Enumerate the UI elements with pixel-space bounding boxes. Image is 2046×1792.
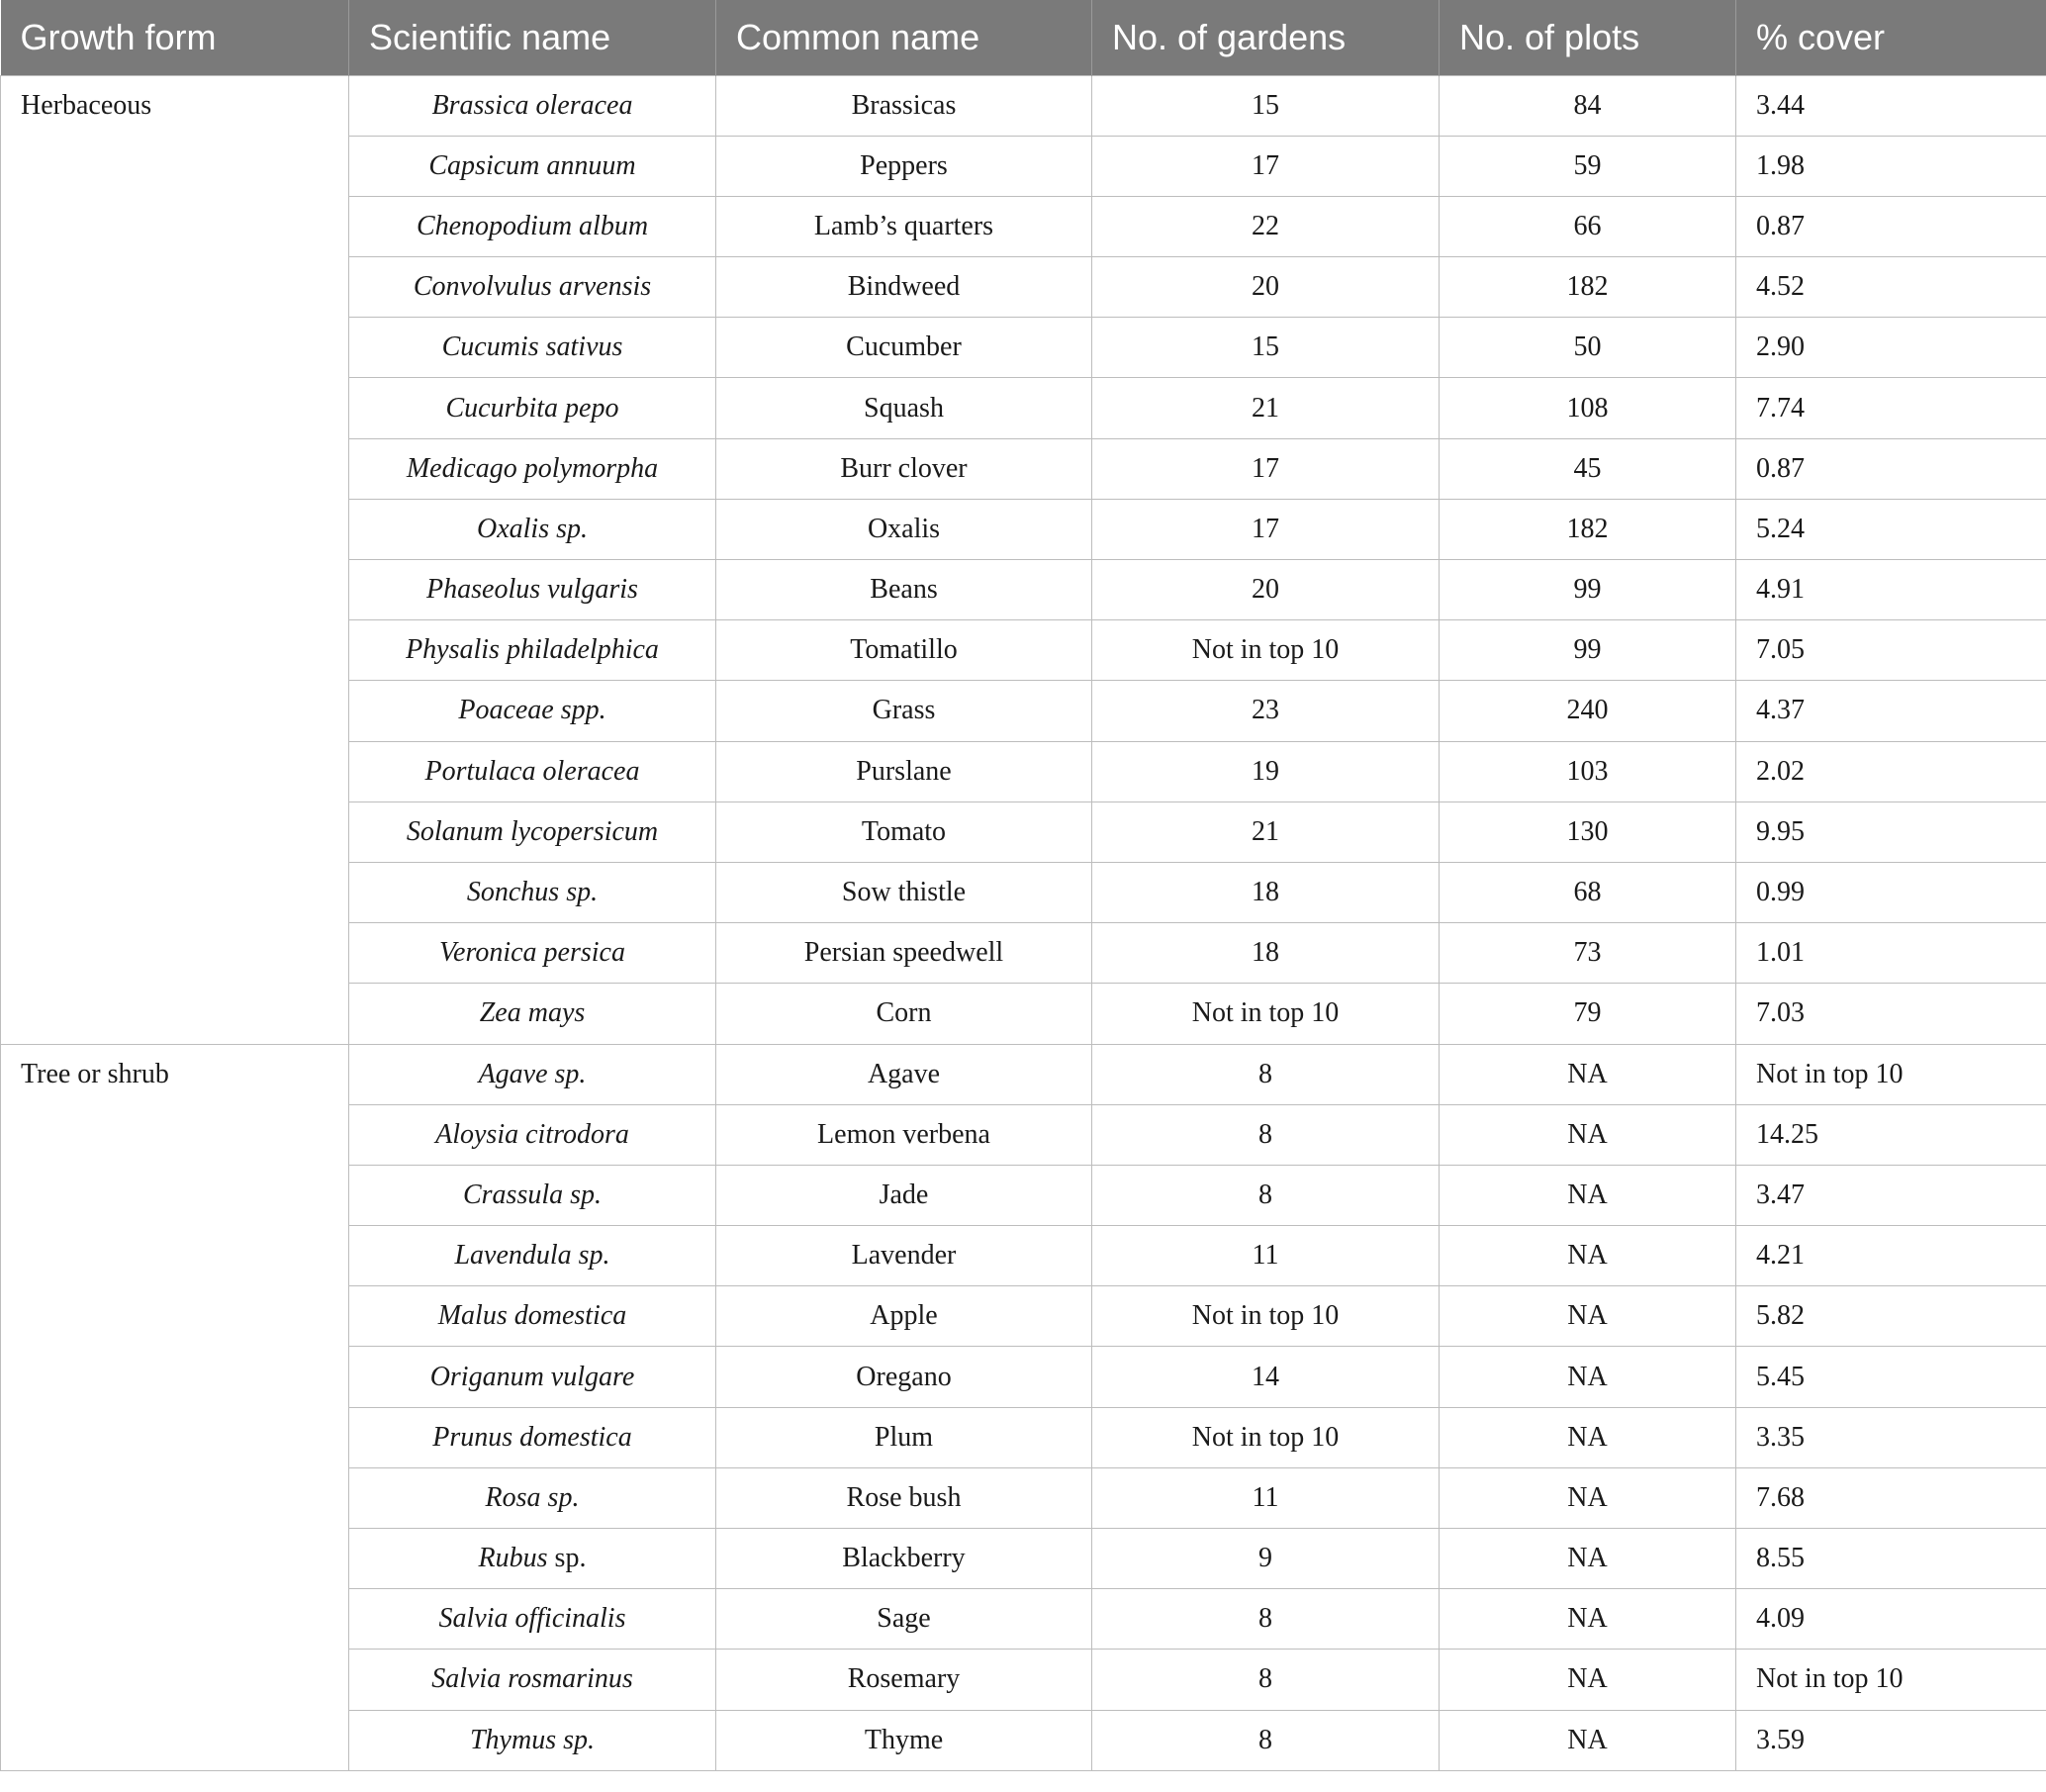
cover-cell: 0.99 — [1736, 862, 2046, 922]
cover-cell: 1.98 — [1736, 136, 2046, 196]
gardens-cell: 8 — [1092, 1104, 1440, 1165]
common-name-cell: Apple — [716, 1286, 1092, 1347]
common-name-cell: Oregano — [716, 1347, 1092, 1407]
header-no-of-plots: No. of plots — [1440, 0, 1736, 75]
cover-cell: 14.25 — [1736, 1104, 2046, 1165]
gardens-cell: 15 — [1092, 75, 1440, 136]
header-row — [1, 0, 2046, 75]
common-name-cell: Plum — [716, 1407, 1092, 1467]
plots-cell: NA — [1440, 1165, 1736, 1225]
scientific-name-cell: Medicago polymorpha — [349, 438, 716, 499]
plots-cell: 68 — [1440, 862, 1736, 922]
gardens-cell: 20 — [1092, 560, 1440, 620]
scientific-name-genus: Rubus — [478, 1543, 548, 1574]
plots-cell: 182 — [1440, 499, 1736, 559]
scientific-name-cell: Physalis philadelphica — [349, 620, 716, 681]
gardens-cell: 8 — [1092, 1710, 1440, 1770]
scientific-name-cell: Poaceae spp. — [349, 681, 716, 741]
cover-cell: 4.37 — [1736, 681, 2046, 741]
plots-cell: NA — [1440, 1589, 1736, 1650]
gardens-cell: Not in top 10 — [1092, 1407, 1440, 1467]
gardens-cell: 8 — [1092, 1650, 1440, 1710]
common-name-cell: Lamb’s quarters — [716, 196, 1092, 256]
cover-cell: 5.45 — [1736, 1347, 2046, 1407]
gardens-cell: 8 — [1092, 1044, 1440, 1104]
common-name-cell: Squash — [716, 378, 1092, 438]
gardens-cell: Not in top 10 — [1092, 620, 1440, 681]
scientific-name-cell: Rosa sp. — [349, 1467, 716, 1528]
cover-cell: 4.91 — [1736, 560, 2046, 620]
common-name-cell: Tomatillo — [716, 620, 1092, 681]
gardens-cell: 22 — [1092, 196, 1440, 256]
plots-cell: 130 — [1440, 802, 1736, 862]
gardens-cell: 17 — [1092, 136, 1440, 196]
gardens-cell: 21 — [1092, 802, 1440, 862]
gardens-cell: 18 — [1092, 923, 1440, 984]
plots-cell: NA — [1440, 1407, 1736, 1467]
common-name-cell: Bindweed — [716, 257, 1092, 318]
cover-cell: 4.21 — [1736, 1226, 2046, 1286]
gardens-cell: 17 — [1092, 438, 1440, 499]
cover-cell: 4.09 — [1736, 1589, 2046, 1650]
gardens-cell: 9 — [1092, 1529, 1440, 1589]
plots-cell: 99 — [1440, 620, 1736, 681]
plots-cell: NA — [1440, 1347, 1736, 1407]
scientific-name-cell: Salvia officinalis — [349, 1589, 716, 1650]
common-name-cell: Blackberry — [716, 1529, 1092, 1589]
cover-cell: Not in top 10 — [1736, 1650, 2046, 1710]
plots-cell: NA — [1440, 1104, 1736, 1165]
plots-cell: 182 — [1440, 257, 1736, 318]
cover-cell: Not in top 10 — [1736, 1044, 2046, 1104]
common-name-cell: Sow thistle — [716, 862, 1092, 922]
common-name-cell: Oxalis — [716, 499, 1092, 559]
plots-cell: NA — [1440, 1044, 1736, 1104]
common-name-cell: Cucumber — [716, 318, 1092, 378]
common-name-cell: Corn — [716, 984, 1092, 1044]
header-no-of-gardens: No. of gardens — [1092, 0, 1440, 75]
plots-cell: 45 — [1440, 438, 1736, 499]
gardens-cell: 15 — [1092, 318, 1440, 378]
scientific-name-cell: Oxalis sp. — [349, 499, 716, 559]
header-percent-cover: % cover — [1736, 0, 2046, 75]
growth-form-cell: Tree or shrub — [1, 1044, 349, 1770]
scientific-name-cell: Cucumis sativus — [349, 318, 716, 378]
scientific-name-cell: Phaseolus vulgaris — [349, 560, 716, 620]
gardens-cell: 14 — [1092, 1347, 1440, 1407]
common-name-cell: Thyme — [716, 1710, 1092, 1770]
plots-cell: 240 — [1440, 681, 1736, 741]
header-scientific-name: Scientific name — [349, 0, 716, 75]
scientific-name-cell: Thymus sp. — [349, 1710, 716, 1770]
scientific-name-cell: Malus domestica — [349, 1286, 716, 1347]
common-name-cell: Brassicas — [716, 75, 1092, 136]
plots-cell: NA — [1440, 1529, 1736, 1589]
cover-cell: 8.55 — [1736, 1529, 2046, 1589]
scientific-name-cell: Agave sp. — [349, 1044, 716, 1104]
cover-cell: 9.95 — [1736, 802, 2046, 862]
common-name-cell: Peppers — [716, 136, 1092, 196]
scientific-name-cell: Portulaca oleracea — [349, 741, 716, 802]
cover-cell: 0.87 — [1736, 196, 2046, 256]
plots-cell: NA — [1440, 1710, 1736, 1770]
cover-cell: 3.44 — [1736, 75, 2046, 136]
gardens-cell: 19 — [1092, 741, 1440, 802]
header-growth-form: Growth form — [1, 0, 349, 75]
common-name-cell: Sage — [716, 1589, 1092, 1650]
plots-cell: NA — [1440, 1650, 1736, 1710]
scientific-name-cell: Aloysia citrodora — [349, 1104, 716, 1165]
common-name-cell: Jade — [716, 1165, 1092, 1225]
cover-cell: 5.82 — [1736, 1286, 2046, 1347]
plots-cell: 103 — [1440, 741, 1736, 802]
scientific-name-cell — [349, 1529, 716, 1589]
plots-cell: 73 — [1440, 923, 1736, 984]
common-name-cell: Rose bush — [716, 1467, 1092, 1528]
cover-cell: 3.47 — [1736, 1165, 2046, 1225]
scientific-name-cell: Prunus domestica — [349, 1407, 716, 1467]
gardens-cell: 20 — [1092, 257, 1440, 318]
table-row — [1, 75, 2046, 136]
scientific-name-cell: Veronica persica — [349, 923, 716, 984]
scientific-name-cell: Capsicum annuum — [349, 136, 716, 196]
plots-cell: 79 — [1440, 984, 1736, 1044]
cover-cell: 2.02 — [1736, 741, 2046, 802]
cover-cell: 7.03 — [1736, 984, 2046, 1044]
scientific-name-cell: Lavendula sp. — [349, 1226, 716, 1286]
cover-cell: 0.87 — [1736, 438, 2046, 499]
gardens-cell: Not in top 10 — [1092, 1286, 1440, 1347]
scientific-name-cell: Origanum vulgare — [349, 1347, 716, 1407]
cover-cell: 3.59 — [1736, 1710, 2046, 1770]
plots-cell: 50 — [1440, 318, 1736, 378]
gardens-cell: 11 — [1092, 1226, 1440, 1286]
common-name-cell: Lemon verbena — [716, 1104, 1092, 1165]
gardens-cell: 18 — [1092, 862, 1440, 922]
common-name-cell: Burr clover — [716, 438, 1092, 499]
gardens-cell: 23 — [1092, 681, 1440, 741]
header-common-name: Common name — [716, 0, 1092, 75]
common-name-cell: Rosemary — [716, 1650, 1092, 1710]
scientific-name-cell: Cucurbita pepo — [349, 378, 716, 438]
scientific-name-cell: Salvia rosmarinus — [349, 1650, 716, 1710]
scientific-name-cell: Sonchus sp. — [349, 862, 716, 922]
cover-cell: 7.68 — [1736, 1467, 2046, 1528]
gardens-cell: 17 — [1092, 499, 1440, 559]
cover-cell: 3.35 — [1736, 1407, 2046, 1467]
cover-cell: 7.74 — [1736, 378, 2046, 438]
cover-cell: 4.52 — [1736, 257, 2046, 318]
cover-cell: 1.01 — [1736, 923, 2046, 984]
scientific-name-suffix: sp. — [547, 1543, 587, 1574]
common-name-cell: Beans — [716, 560, 1092, 620]
plots-cell: NA — [1440, 1226, 1736, 1286]
table-row — [1, 1044, 2046, 1104]
plots-cell: 66 — [1440, 196, 1736, 256]
gardens-cell: Not in top 10 — [1092, 984, 1440, 1044]
common-name-cell: Purslane — [716, 741, 1092, 802]
cover-cell: 2.90 — [1736, 318, 2046, 378]
common-name-cell: Agave — [716, 1044, 1092, 1104]
plots-cell: NA — [1440, 1467, 1736, 1528]
cover-cell: 5.24 — [1736, 499, 2046, 559]
scientific-name-cell: Chenopodium album — [349, 196, 716, 256]
table-body — [1, 75, 2046, 1770]
gardens-cell: 21 — [1092, 378, 1440, 438]
plots-cell: 99 — [1440, 560, 1736, 620]
scientific-name-cell: Convolvulus arvensis — [349, 257, 716, 318]
plots-cell: 59 — [1440, 136, 1736, 196]
common-name-cell: Persian speedwell — [716, 923, 1092, 984]
gardens-cell: 11 — [1092, 1467, 1440, 1528]
table-header — [1, 0, 2046, 75]
scientific-name-cell: Solanum lycopersicum — [349, 802, 716, 862]
cover-cell: 7.05 — [1736, 620, 2046, 681]
plots-cell: NA — [1440, 1286, 1736, 1347]
gardens-cell: 8 — [1092, 1589, 1440, 1650]
gardens-cell: 8 — [1092, 1165, 1440, 1225]
scientific-name-cell: Crassula sp. — [349, 1165, 716, 1225]
growth-form-cell: Herbaceous — [1, 75, 349, 1044]
plots-cell: 84 — [1440, 75, 1736, 136]
plots-cell: 108 — [1440, 378, 1736, 438]
common-name-cell: Tomato — [716, 802, 1092, 862]
common-name-cell: Grass — [716, 681, 1092, 741]
scientific-name-cell: Zea mays — [349, 984, 716, 1044]
common-name-cell: Lavender — [716, 1226, 1092, 1286]
scientific-name-cell: Brassica oleracea — [349, 75, 716, 136]
